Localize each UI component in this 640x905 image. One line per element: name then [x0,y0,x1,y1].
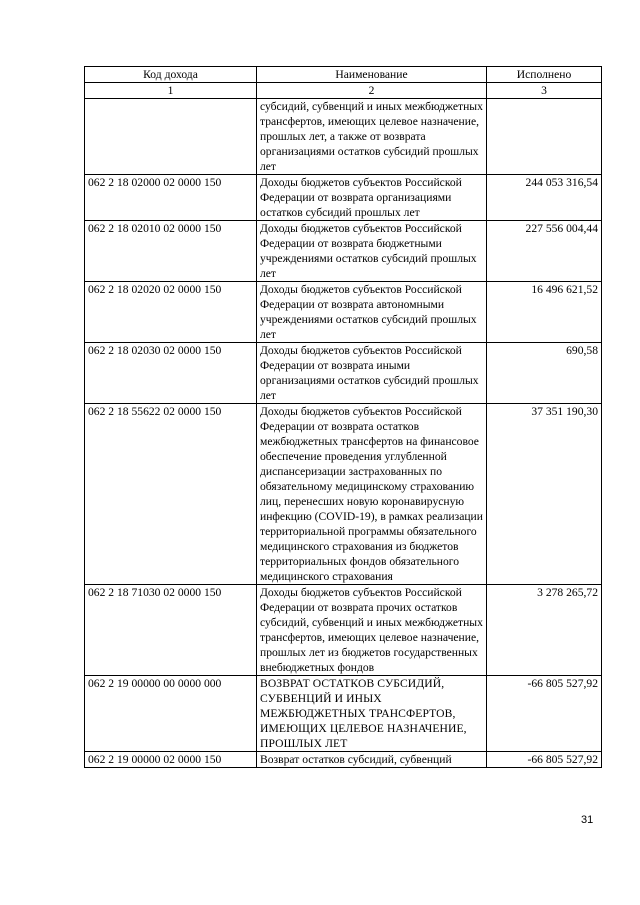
table-row [85,585,602,676]
page-number: 31 [581,814,594,826]
table-row [85,343,602,404]
row-name: ВОЗВРАТ ОСТАТКОВ СУБСИДИЙ, СУБВЕНЦИЙ И ИНЫХ МЕЖБЮДЖЕТНЫХ ТРАНСФЕРТОВ, ИМЕЮЩИХ ЦЕЛЕВОЕ НАЗНАЧЕНИЕ, ПРОШЛЫХ ЛЕТ [257,676,487,752]
table-row [85,221,602,282]
header-amount: Исполнено [487,67,602,83]
row-code: 062 2 18 02020 02 0000 150 [85,282,257,343]
column-number-1: 1 [85,83,257,99]
row-code: 062 2 19 00000 00 0000 000 [85,676,257,752]
row-name: Доходы бюджетов субъектов Российской Федерации от возврата автономными учреждениями остатков субсидий прошлых лет [257,282,487,343]
row-name: Доходы бюджетов субъектов Российской Федерации от возврата бюджетными учреждениями остатков субсидий прошлых лет [257,221,487,282]
row-amount [487,99,602,175]
column-number-3: 3 [487,83,602,99]
row-amount: 227 556 004,44 [487,221,602,282]
header-row [85,67,602,83]
table-row [85,752,602,768]
row-name: Доходы бюджетов субъектов Российской Федерации от возврата прочих остатков субсидий, субвенций и иных межбюджетных трансфертов, имеющих целевое назначение, прошлых лет из бюджетов государственных внебюджетных фондов [257,585,487,676]
row-name: Доходы бюджетов субъектов Российской Федерации от возврата иными организациями остатков субсидий прошлых лет [257,343,487,404]
row-amount: 37 351 190,30 [487,404,602,585]
table-row [85,175,602,221]
column-number-row [85,83,602,99]
row-code: 062 2 18 71030 02 0000 150 [85,585,257,676]
header-name: Наименование [257,67,487,83]
row-name: Возврат остатков субсидий, субвенций [257,752,487,768]
row-amount: -66 805 527,92 [487,752,602,768]
row-code: 062 2 18 02000 02 0000 150 [85,175,257,221]
header-code: Код дохода [85,67,257,83]
row-code [85,99,257,175]
table-row [85,404,602,585]
row-code: 062 2 19 00000 02 0000 150 [85,752,257,768]
table-row [85,99,602,175]
row-code: 062 2 18 02010 02 0000 150 [85,221,257,282]
table-row [85,282,602,343]
table-row [85,676,602,752]
revenue-table [84,66,602,768]
row-amount: 690,58 [487,343,602,404]
row-amount: 3 278 265,72 [487,585,602,676]
row-name: субсидий, субвенций и иных межбюджетных трансфертов, имеющих целевое назначение, прошлых лет, а также от возврата организациями остатков субсидий прошлых лет [257,99,487,175]
row-code: 062 2 18 02030 02 0000 150 [85,343,257,404]
row-amount: 16 496 621,52 [487,282,602,343]
row-name: Доходы бюджетов субъектов Российской Федерации от возврата организациями остатков субсидий прошлых лет [257,175,487,221]
row-code: 062 2 18 55622 02 0000 150 [85,404,257,585]
row-amount: 244 053 316,54 [487,175,602,221]
row-name: Доходы бюджетов субъектов Российской Федерации от возврата остатков межбюджетных трансфертов на финансовое обеспечение проведения углубленной диспансеризации застрахованных по обязательному медицинскому страхованию лиц, перенесших новую коронавирусную инфекцию (COVID-19), в рамках реализации территориальной программы обязательного медицинского страхования из бюджетов территориальных фондов обязательного медицинского страхования [257,404,487,585]
column-number-2: 2 [257,83,487,99]
row-amount: -66 805 527,92 [487,676,602,752]
